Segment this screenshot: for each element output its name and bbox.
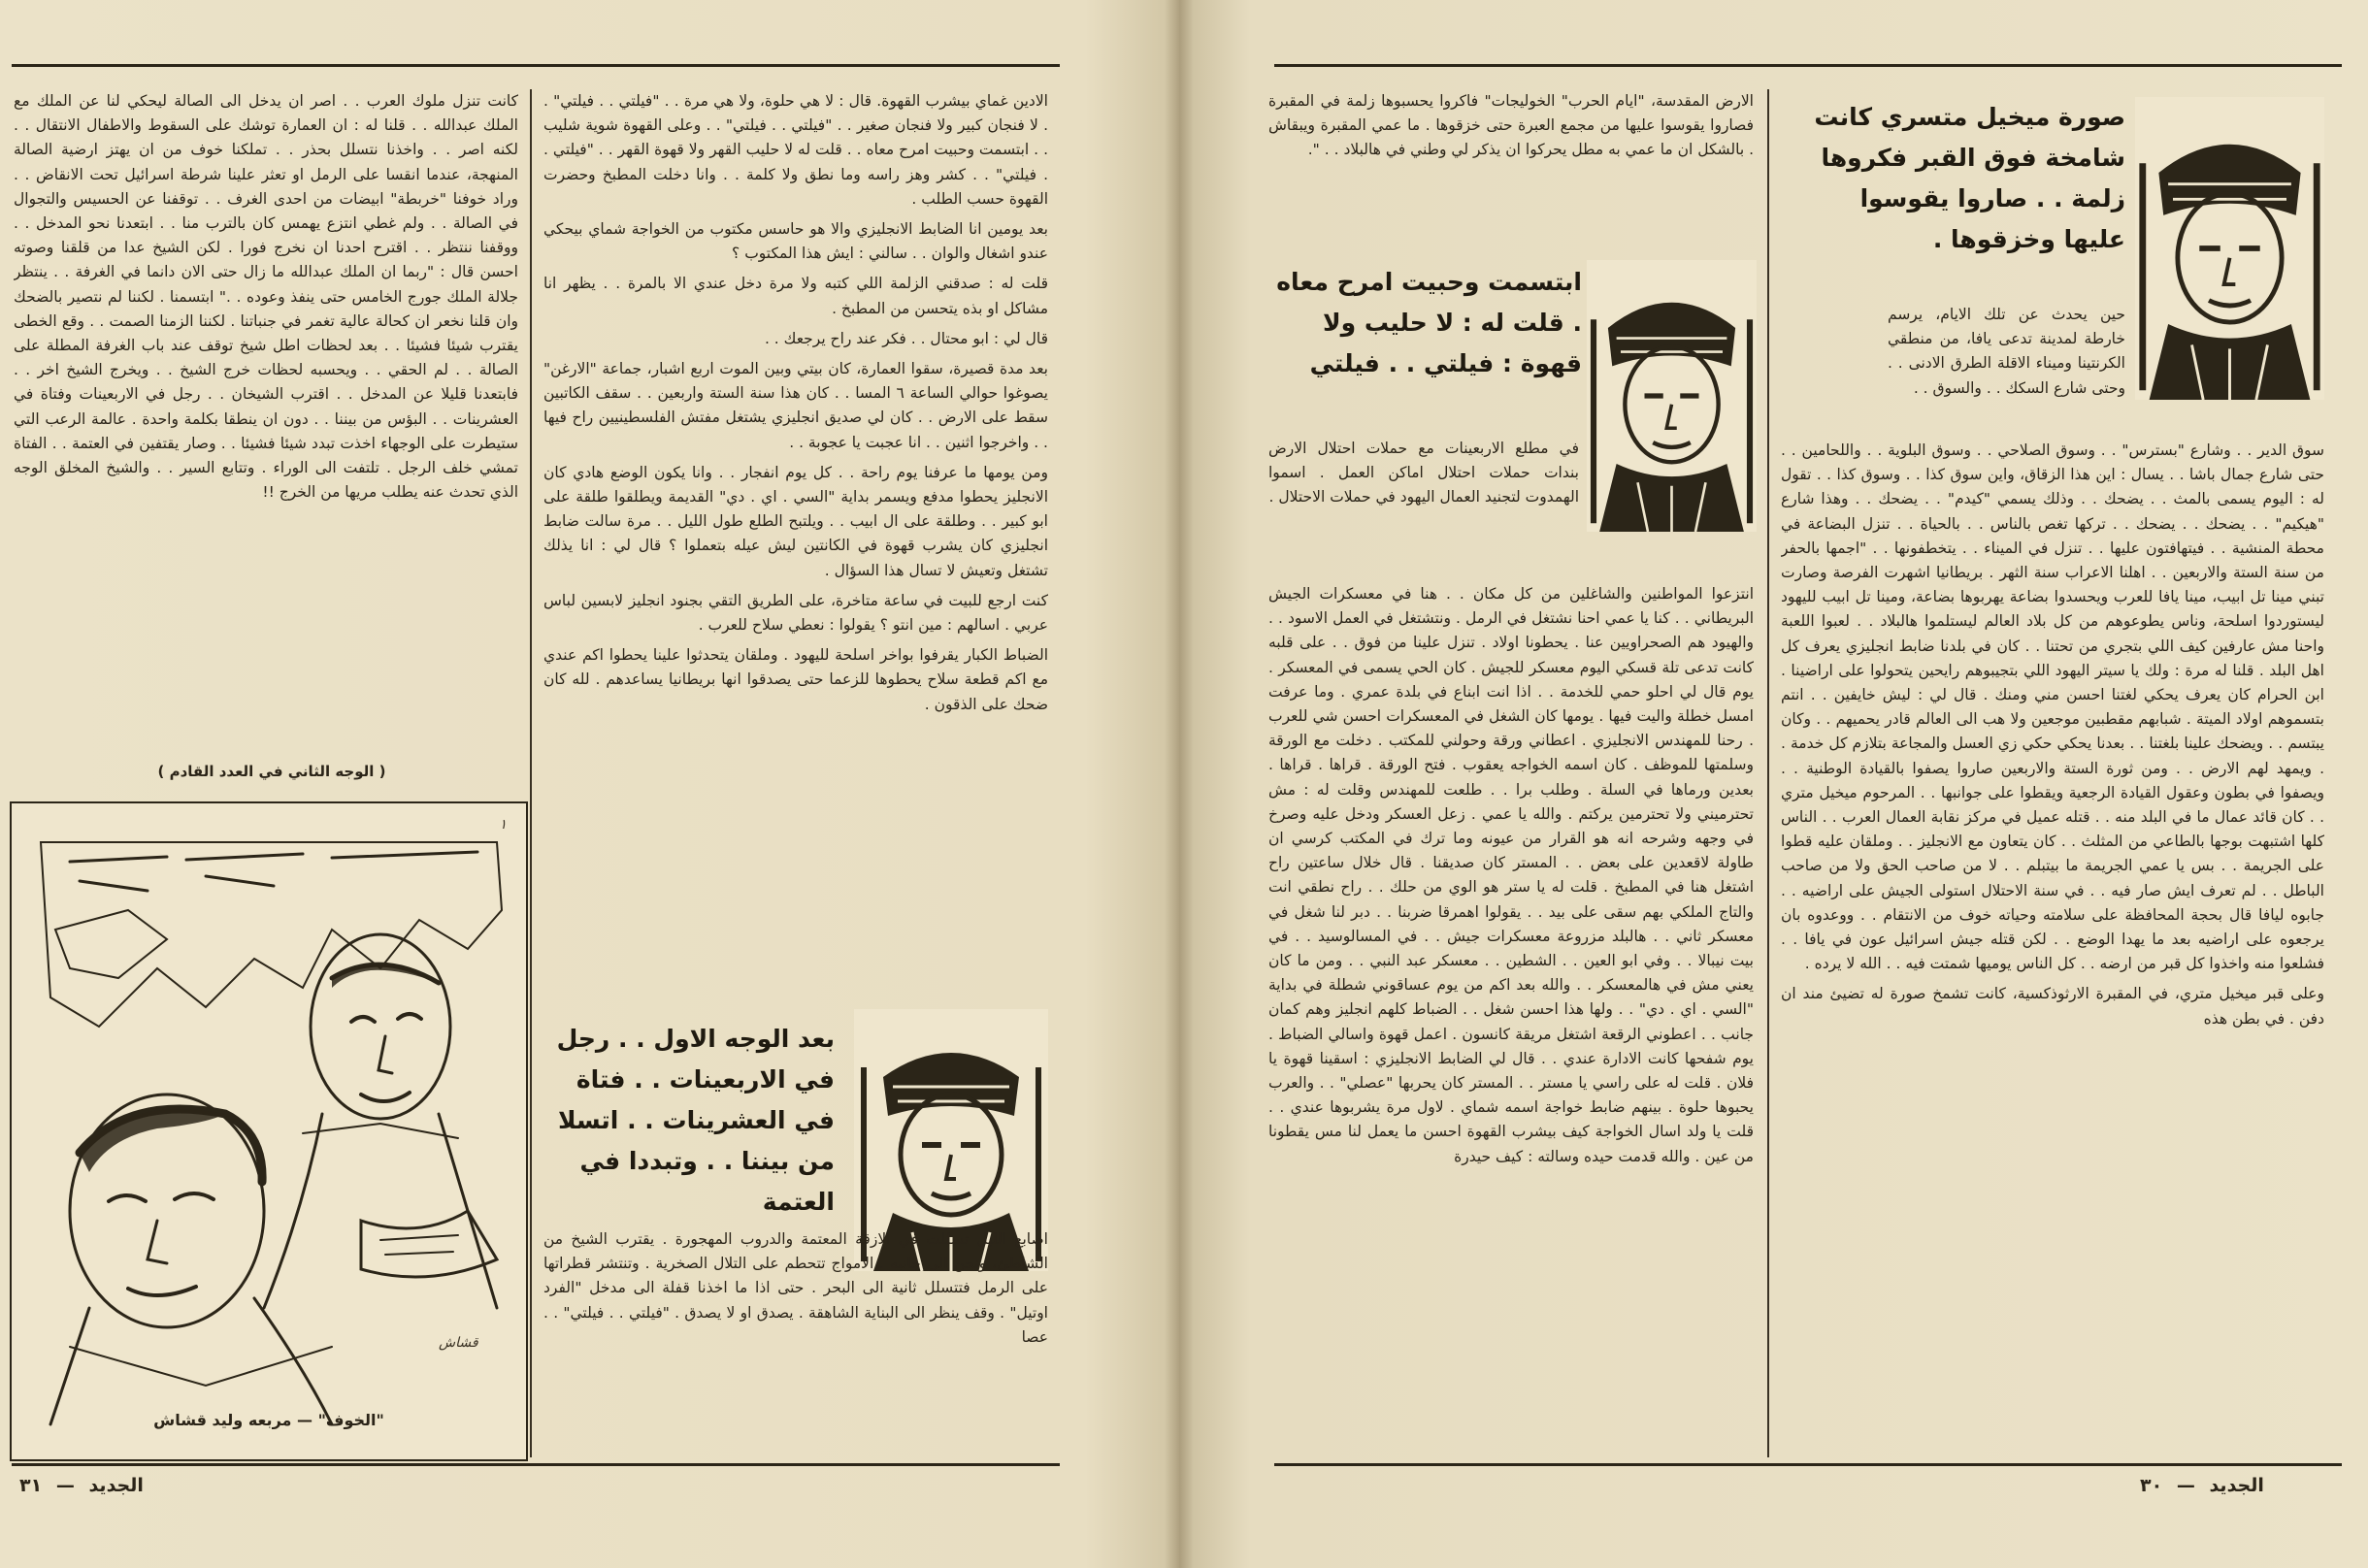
paragraph: قال لي : ابو محتال . . فكر عند راح يرجعك . . <box>764 329 1048 347</box>
paragraph: بعد مدة قصيرة، سقوا العمارة، كان بيتي وبين الموت اربع اشبار، جماعة "الارغن" يصوغوا حوالي الساعة ٦ المسا . . كان هذا سنة الستة واربعين . . سقف الكاتبين سقط على الارض . . كان لي صديق انجليزي يشتغل مفتش الفلسطينيين راح فيها . . واخرجوا اثنين . . انا عجبت يا عجوبة . . <box>543 360 1048 451</box>
paragraph: وعلى قبر ميخيل متري، في المقبرة الارثوذكسية، كانت تشمخ صورة له تضيئ مند ان دفن . في بطن هذه <box>1781 985 2324 1028</box>
paragraph: حين يحدث عن تلك الايام، يرسم خارطة لمدينة تدعى يافا، من منطقي الكرنتينا وميناء الاقلة الطرق الادنى . . وحتى شارع السكك . . والسوق . . <box>1888 306 2125 397</box>
drawing-sketch <box>12 803 526 1459</box>
column-divider <box>1767 89 1769 1457</box>
right-page <box>1179 0 2368 1568</box>
paragraph: الضباط الكبار يقرفوا بواخر اسلحة لليهود . وملقان يتحدثوا علينا يحطوا اكم عندي مع اكم قطعة سلاح يحطوها للزعما حتى يصدقوا انها بريطانيا يساعدهم . لله كان ضحك على الذقون . <box>543 646 1048 713</box>
paragraph: الارض المقدسة، "ايام الحرب" الخوليجات" فاكروا يحسبوها زلمة في المقبرة فصاروا يقوسوا عليها من مجمع العبرة حتى خزقوها . ما عمي المقبرة ويبقاش . بالشكل ان ما عمي به مطل يحركوا ان يذكر لي وطني في هالبلاد . . ". <box>1268 92 1754 159</box>
top-rule <box>1274 64 2342 67</box>
drawing-number: ١ <box>499 817 507 833</box>
folio-magazine-name: الجديد <box>88 1475 144 1496</box>
paragraph: سوق الدير . . وشارع "بسترس" . . وسوق الصلاحي . . وسوق البلوية . . واللحامين . . حتى شارع جمال باشا . . يسال : اين هذا الزقاق، واين سوق كذا . . وسوق كذا . . تقول له : اليوم يسمى بالمث . . يضحك . . وذلك يسمي "كيدم" . . يضحك . . وهذا شارع "هيكيم" . . يضحك . . يضحك . . تركها تغص بالناس . . بالحياة . . تنزل البضاعة في محطة المنشية . . فيتهافتون عليها . . تنزل في الميناء . . يتخطفونها . . "اجمها بالحفر من سنة الستة والاربعين . . اهلنا الاعراب سنة الثهر . بريطانيا اشهرت الفرصة وصارت تبني مينا تل ابيب، مينا يافا للعرب ويحسدوا بضاعة يهربوها بضاعة، ومينا تل ابيب لليهود ليستوردوا اسلحة، وناس يطوعوهم من كل بلاد العالم ليستلموا هالبلاد . . لعبوا اللعبة واحنا مش عارفين كيف اللي بتجري من تحتنا . . كان في بلدنا ضابط انجليزي يعرف كل اهل البلد . قلنا له مرة : ولك يا سيتر اليهود اللي بتجيبوهم رايحين يتحولوا على اراضينا . ابن الحرام كان يعرف يحكي لغتنا احسن مني ومنك . قال لي : ليش خايفين . . انتم بتسموهم اولاد الميتة . شبابهم مقطبين موجعين ولا هب الى العالم قادر يحميهم . . وكان يبتسم . . ويضحك علينا بلغتنا . . بعدنا يحكي حكي زي العسل والمجاعة بتلازم كل خدمة . . ويمهد لهم الارض . . ومن ثورة الستة والاربعين صاروا يصفوا بالقيادة الوطنية . . ويصفوا في بطون وعقول القيادة الرجعية ويقطوا على جوانبها . . المرحوم ميخيل متري . . كان قائد عمال ما في البلد منه . . قتله عميل في مركز نقابة العمال العرب . . الناس كلها اشتبهت بوجها بالطاعي من المثلث . . كان يتعاون مع الانجليز . . وملقان عليه قطوا على الجريمة . . بس يا عمي الجريمة ما بيتبلم . . لا من صاحب الحق ولا من صاحب الباطل . . لم تعرف ايش صار فيه . . في سنة الاحتلال استولى الجيش على اراضيه . . جابوه ليافا قال بحجة المحافظة على سلامته وحياته خوف من الانتقام . . ووعدوه بان يرجعوه على اراضيه بعد ما يهدا الوضع . . لكن قتله جيش اسرائيل عون في يافا . . فشلعوا منه واخذوا كل قبر من ارضه . . كل الناس يوميها شمتت فيه . . الله لا يرده . <box>1781 441 2324 973</box>
pull-quote-2: ابتسمت وحبيت امرح معاه . قلت له : لا حليب ولا قهوة : فيلتي . . فيلتي <box>1276 268 1582 377</box>
illustration-fear <box>10 801 528 1461</box>
left-page-column-bottom <box>543 1227 1048 1436</box>
drawing-caption: "الخوف" — مربعه وليد قشاش <box>153 1411 384 1429</box>
bottom-rule <box>1274 1463 2342 1466</box>
left-page <box>0 0 1179 1568</box>
top-rule <box>12 64 1060 67</box>
headline-quote: صورة ميخيل متسري كانت شامخة فوق القبر فكروها زلمة . . صاروا يقوسوا عليها وخزقوها . <box>1814 103 2125 253</box>
page-folio-left: الجديد — ٣١ <box>19 1475 144 1496</box>
paragraph: قلت له : صدقني الزلمة اللي كتبه ولا مرة دخل عندي الا بالمرة . . يظهر انا مشاكل او بذه يتحسن من المطبخ . <box>543 275 1048 317</box>
portrait-woodcut <box>1587 250 1757 541</box>
left-page-column-left <box>14 89 518 759</box>
paragraph: في مطلع الاربعينات مع حملات احتلال الارض بندات حملات احتلال اماكن العمل . اسموا الهمدوت لتجنيد العمال اليهود في حملات الاحتلال . <box>1268 440 1579 506</box>
bottom-rule <box>12 1463 1060 1466</box>
page-folio-right: الجديد — ٣٠ <box>2140 1475 2264 1496</box>
folio-page-number: ٣١ <box>19 1475 43 1496</box>
pull-quote: بعد الوجه الاول . . رجل في الاربعينات . . فتاة في العشرينات . . اتسلا من بيننا . . وتبددا في العتمة <box>556 1025 835 1216</box>
paragraph: اصابع الليل تسللت في الازقة المعتمة والدروب المهجورة . يقترب الشيخ من الشاطئ، ونحن الى جانبه . الامواج تتحطم على التلال الصخرية . وتنتشر قطراتها على الرمل فتتسلل ثانية الى البحر . حتى اذا ما اخذنا قفلة الى مدخل "الفرد اوتيل" . وقف ينظر الى البناية الشاهقة . يصدق او لا يصدق . "فيلتي . . فيلتي" . . عصا <box>543 1230 1048 1346</box>
paragraph: الادين غماي بيشرب القهوة. قال : لا هي حلوة، ولا هي مرة . . "فيلتي . . فيلتي" . . لا فنجان كبير ولا فنجان صغير . . "فيلتي . . فيلتي" . . وعلى القهوة شوية شليب . . ابتسمت وحبيت امرح معاه . . قلت له لا حليب القهر ولا قهوة القهر . . "فيلتي . . فيلتي" . . كشر وهز راسه وما نطق ولا كلمة . . وانا دخلت المطبخ وحضرت القهوة حسب الطلب . <box>543 92 1048 208</box>
paragraph: انتزعوا المواطنين والشاغلين من كل مكان . . هنا في معسكرات الجيش البريطاني . . كنا يا عمي احنا نشتغل في الرمل . ونتشتغل في العمل الاسود . . والهيود هم الصحراويين عنا . يحطونا اولاد . تنزل علينا من فوق . . على قلبه كانت تدعى تلة قسكي اليوم معسكر للجيش . كان الحي يسمى في المعسكر . يوم قال لي احلو حمي للخدمة . . اذا انت ابناع في بلدة عمري . وما عرفت امسل خطلة واليت فيها . يومها كان الشغل في المعسكرات احسن شي للعرب . رحنا للمهندس الانجليزي . اعطاني ورقة وحولني للمكتب . دخلت مع الورقة وسلمتها للموظف . كان اسمه الخواجه يعقوب . فتح الورقة . قراها . قراها . بعدين ورماها في السلة . وطلب برا . . طلعت للمهندس وقلت له : مش تحترميني ولا تحترمين يركتم . والله يا عمي . زعل العسكر ودخل عليه وصرخ في وجهه وشرحه انه هو القرار من عيونه وما ترك في المكتب كرسي ان طاولة لاقعدين على بعض . . المستر كان صديقنا . قال خلال ساعتين راح اشتغل هنا في المطبخ . قلت له يا ستر هو الوي من حلك . . راح نطقي انت والتاج الملكي بهم سقى على بيد . . يقولوا اهمرقا ضربنا . . دبر لنا شغل في معسكر ثاني . . هالبلد مزروعة معسكرات جيش . . في المسالوسيد . . في بيت نيبالا . . وفي ابو العين . . الشطين . . معسكر عبد النبي . . ومن ما كان يعني مش في هالمعسكر . . والله بعد اكم من يوم عساقوني شطلة في بداية "السي . اي . دي" . . ولها هذا احسن شغل . . الضباط كلهم انجليز وهم كمان جانب . . اعطوني الرقعة اشتغل مريقة كانسون . اعمل قهوة واسالي الضباط . يوم شفحها كانت الادارة عندي . . قال لي الضابط الانجليزي : اسقينا قهوة يا فلان . قلت له على راسي يا مستر . . المستر كان يحربها "عصلي" . . والعرب يحبوها حلوة . بينهم ضابط خواجة اسمه شماي . لاول مرة يشربوها عندي . . قلت يا ولد اسال الخواجة كيف بيشرب القهوة احسن ما يعمل لنا مس يقطونا من عين . والله قدمت حيده وسالته : كيف حيدرة <box>1268 585 1754 1165</box>
right-page-column-right <box>1781 439 2324 1438</box>
paragraph: ومن يومها ما عرفنا يوم راحة . . كل يوم انفجار . . وانا يكون الوضع هادي كان الانجليز يحطوا مدفع ويسمر بداية "السي . اي . دي" القديمة ويطلقوا طلقة على ابو كبير . . وطلقة على ال ابيب . . ويلتبح الطلع طول الليل . . مرة سالت ضابط انجليزي كان يشرب قهوة في الكانتين ليش عيله بتعملوا ؟ قال لي : انا يذلك تشتغل وتعيش لا تسال هذا السؤال . <box>543 463 1048 579</box>
paragraph: بعد يومين انا الضابط الانجليزي والا هو حاسس مكتوب من الخواجة شماي بيحكي عندو اشغال والوان . . سالني : ايش هذا المكتوب ؟ <box>543 220 1048 263</box>
continued-note: ( الوجه الثاني في العدد القادم ) <box>157 763 386 780</box>
folio-page-number: ٣٠ <box>2140 1475 2163 1496</box>
right-page-intro <box>1888 303 2125 429</box>
left-page-column-right <box>543 89 1048 982</box>
folio-magazine-name: الجديد <box>2209 1475 2264 1496</box>
artist-signature: قشاش <box>439 1335 478 1351</box>
right-page-column-left-top <box>1268 89 1754 225</box>
right-page-column-mid <box>1268 437 1579 582</box>
binding-gutter <box>1165 0 1194 1568</box>
right-page-column-left-main <box>1268 582 1754 1438</box>
paragraph: كانت تنزل ملوك العرب . . اصر ان يدخل الى الصالة ليحكي لنا عن الملك مع الملك عبدالله . . قلنا له : ان العمارة توشك على السقوط والاطفال الانتقال . . لكنه اصر . . واخذنا نتسلل بحذر . . تملكنا خوف من ان يهتز ارضية الصالة المنهجة، عندما انقسا على الرمل او تعثر علينا شرطة اسرائيل تحت الانقاض . . وراد خوفنا "خربطة" ابيضات من احدى الغرف . . توقفنا عن الحسيس والتجوال في الصالة . . ولم غطي انتزع يهمس كان بالترب منا . . ابتعدنا نحو المدخل . . ووقفنا ننتظر . . اقترح احدنا ان نخرج فورا . لكن الشيخ عدا من قلقنا وصوته احسن قال : "ربما ان الملك عبدالله ما زال حتى الان دانما في الغرفة . . ينتظر جلالة الملك جورج الخامس حتى ينفذ وعوده . ." ابتسمنا . لكننا لم نتصير بالضحك وان قلنا نخعر ان كحالة عالية تغمر في جنباتنا . لكننا الزمنا الصمت . . وقع الخطى يقترب شيئا فشيئا . . بعد لحظات اطل شيخ توقف عند باب الغرفة المطلة على الصالة . . لم الحقي . . ويحسبه لحظات خرج الشيخ . . ويخرج الشيخ اخر . . فابتعدنا قليلا عن المدخل . . اقترب الشيخان . . رجل في الاربعينات وفتاة في العشرينات . . البؤس من بيننا . . دون ان ينطقا بكلمة واحدة . عالمة الرعب التي ستيطرت على الوجهاء اخذت تبدد شيئا فشيئا . . وصار يقتفين في العتمة . . الفتاة تمشي خلف الرجل . تلتفت الى الوراء . وتتابع السير . . والشيخ المخلق الوجه الذي تحدث عنه يطلب مريها من الخرج !! <box>14 92 518 502</box>
column-divider <box>530 89 532 1457</box>
portrait-woodcut <box>2135 93 2324 404</box>
paragraph: كنت ارجع للبيت في ساعة متاخرة، على الطريق التقي بجنود انجليز لابسين لباس عربي . اسالهم : مين انتو ؟ يقولوا : نعطي سلاح للعرب . <box>543 591 1048 635</box>
